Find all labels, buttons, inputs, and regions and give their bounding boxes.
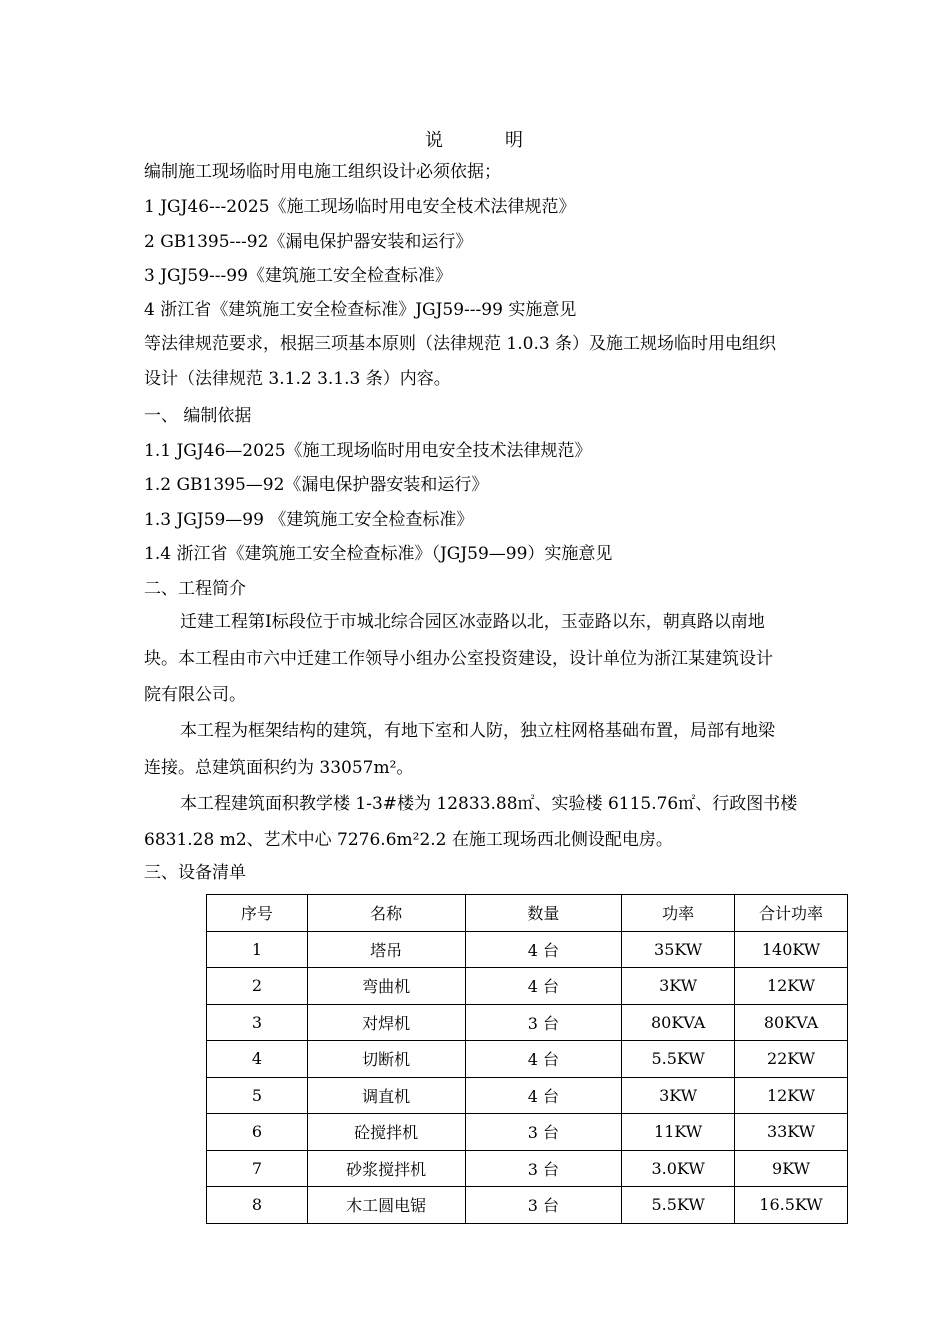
project-paragraph-line: 连接。总建筑面积约为 33057m²。 [144,758,414,778]
cell-total-power: 80KVA [735,1004,848,1041]
cell-name: 塔吊 [307,931,465,968]
equipment-table [206,894,848,1224]
summary-line: 等法律规范要求，根据三项基本原则（法律规范 1.0.3 条）及施工规场临时用电组织 [144,334,777,354]
table-row [207,968,848,1005]
project-paragraph-line: 迁建工程第Ⅰ标段位于市城北综合园区冰壶路以北，玉壶路以东，朝真路以南地 [180,612,765,632]
cell-seq: 3 [207,1004,308,1041]
cell-total-power: 12KW [735,968,848,1005]
project-paragraph-line: 6831.28 m2、艺术中心 7276.6m²2.2 在施工现场西北侧设配电房。 [144,830,673,850]
header-qty: 数量 [465,895,622,932]
table-header-row [207,895,848,932]
project-paragraph-line: 块。本工程由市六中迁建工作领导小组办公室投资建设，设计单位为浙江某建筑设计 [144,649,773,669]
cell-power: 80KVA [622,1004,735,1041]
reference-item: 4 浙江省《建筑施工安全检查标准》JGJ59---99 实施意见 [144,300,577,320]
cell-name: 弯曲机 [307,968,465,1005]
cell-name: 对焊机 [307,1004,465,1041]
basis-item: 1.3 JGJ59—99 《建筑施工安全检查标准》 [144,510,474,530]
cell-power: 3KW [622,968,735,1005]
page-title [0,126,950,152]
title-char-1: 说 [425,130,445,151]
cell-qty: 3 台 [465,1004,622,1041]
summary-line: 设计（法律规范 3.1.2 3.1.3 条）内容。 [144,369,451,389]
cell-power: 3.0KW [622,1150,735,1187]
project-paragraph-line: 院有限公司。 [144,685,246,705]
cell-power: 11KW [622,1114,735,1151]
cell-total-power: 140KW [735,931,848,968]
project-paragraph-line: 本工程建筑面积教学楼 1-3#楼为 12833.88㎡、实验楼 6115.76㎡、行政图书楼 [180,794,798,814]
cell-seq: 1 [207,931,308,968]
basis-item: 1.2 GB1395—92《漏电保护器安装和运行》 [144,475,489,495]
cell-seq: 4 [207,1041,308,1078]
header-total-power: 合计功率 [735,895,848,932]
cell-power: 5.5KW [622,1187,735,1224]
project-paragraph-line: 本工程为框架结构的建筑，有地下室和人防，独立柱网格基础布置，局部有地梁 [180,721,775,741]
header-name: 名称 [307,895,465,932]
reference-item: 2 GB1395---92《漏电保护器安装和运行》 [144,232,473,252]
cell-seq: 5 [207,1077,308,1114]
cell-total-power: 33KW [735,1114,848,1151]
cell-qty: 3 台 [465,1187,622,1224]
section1-heading: 一、 编制依据 [144,406,252,426]
intro-text: 编制施工现场临时用电施工组织设计必须依据； [144,162,501,182]
cell-seq: 8 [207,1187,308,1224]
section3-heading: 三、设备清单 [144,863,246,883]
cell-power: 5.5KW [622,1041,735,1078]
title-char-2: 明 [505,130,525,151]
table-row [207,1187,848,1224]
reference-item: 1 JGJ46---2025《施工现场临时用电安全枝术法律规范》 [144,197,576,217]
table-row [207,1004,848,1041]
cell-qty: 4 台 [465,931,622,968]
cell-total-power: 12KW [735,1077,848,1114]
cell-seq: 7 [207,1150,308,1187]
header-power: 功率 [622,895,735,932]
cell-qty: 4 台 [465,968,622,1005]
cell-name: 调直机 [307,1077,465,1114]
cell-name: 砼搅拌机 [307,1114,465,1151]
cell-name: 砂浆搅拌机 [307,1150,465,1187]
cell-seq: 2 [207,968,308,1005]
cell-total-power: 16.5KW [735,1187,848,1224]
table-row [207,1077,848,1114]
section2-heading: 二、工程简介 [144,579,246,599]
cell-qty: 4 台 [465,1077,622,1114]
cell-power: 3KW [622,1077,735,1114]
basis-item: 1.4 浙江省《建筑施工安全检查标准》（JGJ59—99）实施意见 [144,544,613,564]
cell-seq: 6 [207,1114,308,1151]
cell-qty: 3 台 [465,1150,622,1187]
cell-name: 切断机 [307,1041,465,1078]
reference-item: 3 JGJ59---99《建筑施工安全检查标准》 [144,266,452,286]
table-row [207,1150,848,1187]
table-row [207,931,848,968]
cell-qty: 3 台 [465,1114,622,1151]
cell-qty: 4 台 [465,1041,622,1078]
header-seq: 序号 [207,895,308,932]
cell-name: 木工圆电锯 [307,1187,465,1224]
cell-total-power: 9KW [735,1150,848,1187]
cell-power: 35KW [622,931,735,968]
basis-item: 1.1 JGJ46—2025《施工现场临时用电安全技术法律规范》 [144,441,592,461]
table-row [207,1114,848,1151]
table-row [207,1041,848,1078]
cell-total-power: 22KW [735,1041,848,1078]
